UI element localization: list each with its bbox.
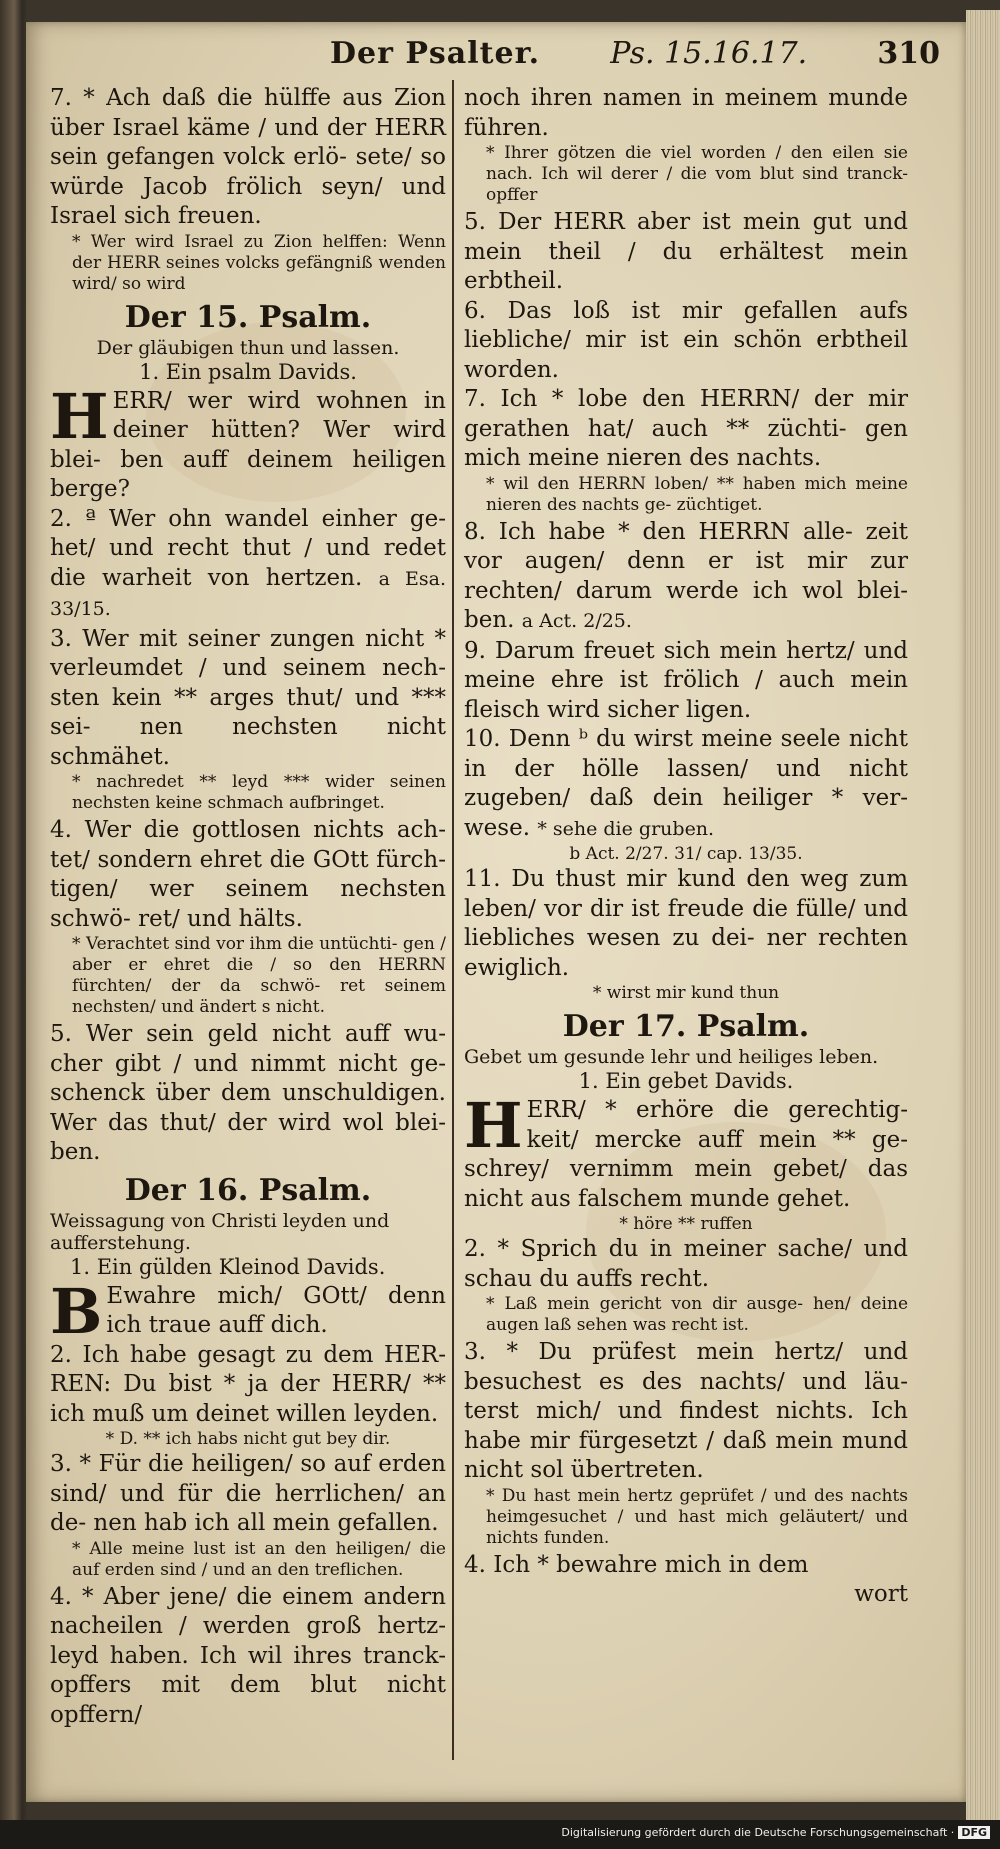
cross-reference: * sehe die gruben.: [537, 817, 715, 840]
column-rule: [452, 80, 454, 1760]
psalm-subtitle-text: 1. Ein psalm Davids.: [139, 359, 357, 384]
verse-paragraph-text: 8. Ich habe * den HERRN alle- zeit vor augen/ denn er ist mir zur rechten/ darum werde ich wol blei- ben.: [464, 518, 908, 633]
running-title: Der Psalter.: [330, 36, 541, 71]
cross-reference: a Esa. 33/15.: [50, 567, 447, 620]
verse-paragraph-text: 6. Das loß ist mir gefallen aufs liebliche/ mir ist ein schön erbtheil worden.: [464, 297, 908, 383]
psalm-summary: [50, 1210, 446, 1254]
verse-paragraph: [464, 637, 908, 726]
gloss-note: [72, 1539, 446, 1581]
psalm-heading-text: Der 16. Psalm.: [124, 1172, 372, 1208]
verse-paragraph: [464, 1551, 908, 1581]
verse-paragraph-text: 2. ª Wer ohn wandel einher ge- het/ und recht thut / und redet die warheit von hertzen.: [50, 505, 446, 591]
verse-paragraph-text: 7. Ich * lobe den HERRN/ der mir gerathen hat/ auch ** züchti- gen mich meine nieren des nachts.: [464, 386, 908, 471]
psalm-heading-text: Der 17. Psalm.: [562, 1009, 810, 1044]
verse-opening-text: BEwahre mich/ GOtt/ denn ich traue auff dich.: [50, 1274, 446, 1348]
verse-paragraph: [464, 84, 908, 143]
gloss-note-text: * Wer wird Israel zu Zion helffen: Wenn der HERR seines volcks gefängniß wenden wird/ so wird: [72, 231, 446, 294]
verse-paragraph: [464, 1235, 908, 1294]
verse-paragraph-text: 3. * Du prüfest mein hertz/ und besuchest es des nachts/ und läu- terst mich/ und findest nichts. Ich habe mir fürgesetzt / daß mein mund nicht sol übertreten.: [464, 1339, 908, 1483]
verse-paragraph-text: 11. Du thust mir kund den weg zum leben/ vor dir ist freude die fülle/ und liebliches wesen zu dei- ner rechten ewiglich.: [464, 866, 908, 981]
verse-paragraph-text: 4. Wer die gottlosen nichts ach- tet/ sondern ehret die GOtt fürch- tigen/ wer seinem nechsten schwö- ret/ und hälts.: [50, 817, 446, 932]
running-header: [330, 36, 940, 80]
gloss-note-text: * wirst mir kund thun: [592, 983, 780, 1003]
verse-paragraph: [464, 865, 908, 983]
verse-paragraph: [50, 625, 446, 773]
gloss-note: [464, 1214, 908, 1235]
verse-paragraph: [464, 518, 908, 637]
gloss-note: [486, 1486, 908, 1549]
verse-opening-text: HERR/ * erhöre die gerechtig- keit/ mercke auff mein ** ge- schrey/ vernimm mein gebet/ das nicht aus falschem munde gehet.: [464, 1089, 908, 1212]
verse-paragraph-text: 5. Wer sein geld nicht auff wu- cher gibt / und nimmt nicht ge- schenck über dem unschuldigen. Wer das thut/ der wird wol blei- ben.: [50, 1021, 446, 1165]
dfg-logo: DFG: [958, 1826, 990, 1839]
verse-paragraph: [464, 208, 908, 297]
verse-paragraph: [50, 1583, 446, 1731]
gloss-note: [486, 143, 908, 206]
gloss-note: [486, 474, 908, 516]
verse-paragraph-text: 7. * Ach daß die hülffe aus Zion über Israel käme / und der HERR sein gefangen volck erlö- sete/ so würde Jacob frölich seyn/ und Israel sich freuen.: [50, 85, 446, 229]
verse-paragraph-text: 2. Ich habe gesagt zu dem HER- REN: Du bist * ja der HERR/ ** ich muß um deinet willen leyden.: [50, 1341, 446, 1427]
gloss-note-text: * Alle meine lust ist an den heiligen/ die auf erden sind / und an den treflichen.: [72, 1538, 446, 1580]
psalm-summary: [50, 337, 446, 359]
verse-paragraph-text: 10. Denn ᵇ du wirst meine seele nicht in der hölle lassen/ und nicht zugeben/ daß dein heiliger * ver- wese.: [464, 726, 908, 841]
verse-opening: [50, 1274, 446, 1348]
cross-reference: a Act. 2/25.: [521, 610, 632, 632]
catchword-text: wort: [854, 1581, 908, 1607]
psalm-heading: [50, 1172, 446, 1210]
psalm-subtitle-text: 1. Ein gülden Kleinod Davids.: [70, 1254, 386, 1279]
psalm-heading: [50, 299, 446, 337]
gloss-note: [464, 844, 908, 865]
verse-paragraph: [50, 1020, 446, 1168]
gloss-note: [486, 1294, 908, 1336]
verse-paragraph-text: 4. * Aber jene/ die einem andern nacheilen / werden groß hertz- leyd haben. Ich wil ihres tranck- opffers mit dem blut nicht opffern/: [50, 1583, 446, 1728]
credit-text: Digitalisierung gefördert durch die Deutsche Forschungsgemeinschaft ·: [561, 1826, 955, 1839]
psalm-heading-text: Der 15. Psalm.: [124, 299, 372, 335]
psalm-summary-text: Weissagung von Christi leyden und aufferstehung.: [50, 1209, 390, 1254]
psalm-subtitle: [50, 359, 446, 385]
verse-opening: [464, 1089, 908, 1214]
digitization-credit: [561, 1826, 990, 1839]
psalm-subtitle: [464, 1068, 908, 1094]
verse-paragraph: [464, 725, 908, 844]
verse-paragraph: [464, 297, 908, 386]
psalm-summary-text: Der gläubigen thun und lassen.: [96, 336, 400, 359]
page-fore-edge: [966, 10, 1000, 1820]
gloss-note: [72, 772, 446, 814]
gloss-note-text: * D. ** ich habs nicht gut bey dir.: [105, 1429, 391, 1449]
psalm-heading: [464, 1008, 908, 1046]
verse-paragraph-text: 2. * Sprich du in meiner sache/ und schau du auffs recht.: [464, 1236, 908, 1292]
psalm-subtitle: [50, 1254, 446, 1280]
right-column: [464, 84, 908, 1610]
verse-paragraph: [50, 1450, 446, 1539]
verse-paragraph: [50, 1341, 446, 1430]
gloss-note-text: * höre ** ruffen: [619, 1214, 753, 1234]
verse-paragraph-text: 9. Darum freuet sich mein hertz/ und meine ehre ist frölich / auch mein fleisch wird sicher ligen.: [464, 637, 908, 723]
gloss-note-text: b Act. 2/27. 31/ cap. 13/35.: [569, 844, 803, 864]
page-number: 310: [877, 36, 940, 71]
verse-paragraph: [50, 84, 446, 232]
gloss-note: [50, 1429, 446, 1450]
gloss-note-text: * nachredet ** leyd *** wider seinen nechsten keine schmach aufbringet.: [72, 772, 446, 813]
gloss-note-text: * Laß mein gericht von dir ausge- hen/ deine augen laß sehen was recht ist.: [486, 1294, 908, 1335]
verse-paragraph-text: 4. Ich * bewahre mich in dem: [464, 1551, 809, 1578]
catchword: [464, 1580, 908, 1610]
gloss-note-text: * Ihrer götzen die viel worden / den eilen sie nach. Ich wil derer / die vom blut sind tranck-opffer: [486, 143, 908, 205]
verse-paragraph: [50, 505, 446, 625]
gloss-note-text: * wil den HERRN loben/ ** haben mich meine nieren des nachts ge- züchtiget.: [486, 473, 908, 515]
verse-paragraph: [464, 1338, 908, 1486]
psalm-subtitle-text: 1. Ein gebet Davids.: [578, 1069, 794, 1093]
left-column: [50, 84, 446, 1730]
psalm-summary: [464, 1046, 908, 1068]
gloss-note-text: * Verachtet sind vor ihm die untüchti- gen / aber er ehret die / so den HERRN fürchten/ der da schwö- ret seinem nechsten/ und ändert s nicht.: [72, 934, 446, 1017]
verse-paragraph-text: noch ihren namen in meinem munde führen.: [464, 85, 908, 141]
gloss-note: [464, 983, 908, 1004]
psalm-reference: Ps. 15.16.17.: [610, 36, 808, 71]
verse-paragraph-text: 5. Der HERR aber ist mein gut und mein theil / du erhältest mein erbtheil.: [464, 209, 908, 294]
gloss-note-text: * Du hast mein hertz geprüfet / und des nachts heimgesuchet / und hast mich geläutert/ und nichts funden.: [486, 1485, 908, 1548]
verse-paragraph-text: 3. Wer mit seiner zungen nicht * verleumdet / und seinem nech- sten kein ** arges thut/ und *** sei- nen nechsten nicht schmähet.: [50, 625, 446, 770]
verse-paragraph: [464, 385, 908, 474]
gloss-note: [72, 232, 446, 295]
psalm-summary-text: Gebet um gesunde lehr und heiliges leben.: [464, 1046, 879, 1068]
verse-opening: [50, 379, 446, 505]
gloss-note: [72, 934, 446, 1018]
verse-paragraph-text: 3. * Für die heiligen/ so auf erden sind/ und für die herrlichen/ an de- nen hab ich all mein gefallen.: [50, 1451, 446, 1536]
verse-paragraph: [50, 816, 446, 934]
verse-opening-text: HERR/ wer wird wohnen in deiner hütten? Wer wird blei- ben auff deinem heiligen berge?: [50, 379, 446, 502]
